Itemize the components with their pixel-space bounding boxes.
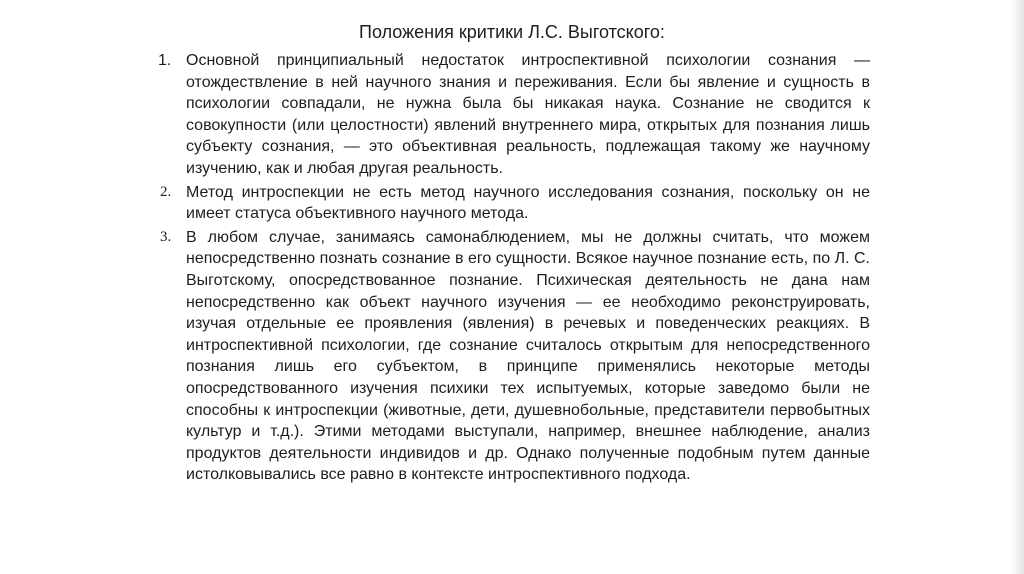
list-item-text: Метод интроспекции не есть метод научного исследования сознания, поскольку он не имеет статуса объективного научного метода. [186,183,870,223]
list-item-number: 2. [160,183,172,200]
list-item-number: 1. [158,52,172,69]
slide-title: Положения критики Л.С. Выготского: [359,22,665,42]
list-item [158,227,870,486]
list-item [158,50,870,180]
list-item-text: В любом случае, занимаясь самонаблюдением, мы не должны считать, что можем непосредственно познать сознание в его сущности. Всякое научное познание есть, по Л. С. Выготскому, опосредствованное познание. Психическая деятельность не дана нам непосредственно как объект научного изучения — ее необходимо реконструировать, изучая отдельные ее проявления (явления) в речевых и поведенческих реакциях. В интроспективной психологии, где сознание считалось открытым для непосредственного познания лишь его субъектом, в принципе применялись некоторые методы опосредствованного изучения психики тех испытуемых, которые заведомо были не способны к интроспекции (животные, дети, душевнобольные, представители первобытных культур и т.д.). Этими методами выступали, например, внешнее наблюдение, анализ продуктов деятельности индивидов и др. Однако полученные подобным путем данные истолковывались все равно в контексте интроспективного подхода. [186,228,870,484]
slide-edge-shadow [1010,0,1024,574]
list-item-text: Основной принципиальный недостаток интроспективной психологии сознания — отождествление в ней научного знания и переживания. Если бы явление и сущность в психологии совпадали, не нужна была бы никакая наука. Сознание не сводится к совокупности (или целостности) явлений внутреннего мира, открытых для познания лишь субъекту сознания, — это объективная реальность, подлежащая такому же научному изучению, как и любая другая реальность. [186,52,870,177]
critique-list [158,50,870,488]
list-item [158,182,870,225]
list-item-number: 3. [160,228,172,245]
